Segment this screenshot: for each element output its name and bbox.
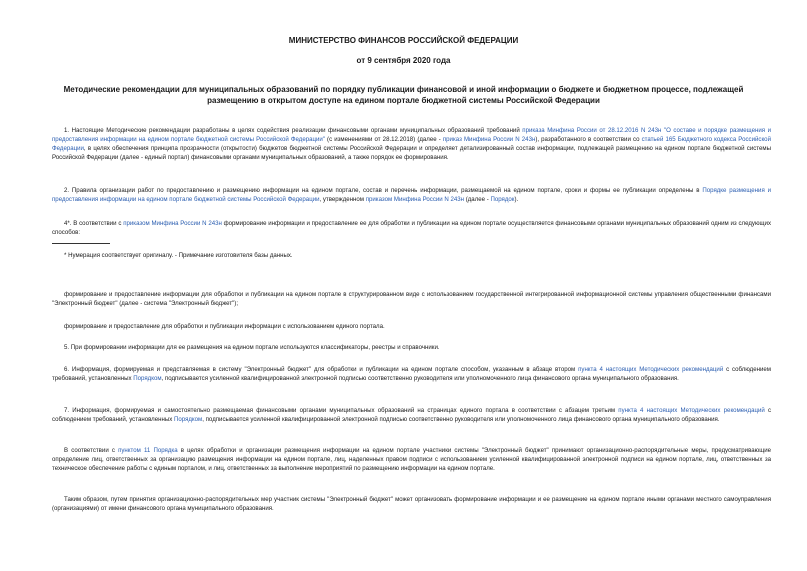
paragraph-4: 4*. В соответствии с приказом Минфина России N 243н формирование информации и предоставление ее для обработки и публикации на едином портале осуществляется финансовыми органами муниципальных образований одним из следующих способов: [52,220,771,236]
paragraph-5: 5. При формировании информации для ее размещения на едином портале используются классификаторы, реестры и справочники. [64,344,440,351]
link-procedure-2[interactable]: Порядком [133,375,162,382]
footnote-divider [52,243,110,244]
paragraph-2: 2. Правила организации работ по предоставлению и размещению информации на едином портале, состав и перечень информации, размещаемой на едином портале, сроки и формы ее публикации определены в Порядке размещения и предоставления информации на едином портале бюджетной системы Российской Федерации, утвержденном приказом Минфина России N 243н (далее - Порядок). [52,187,771,203]
paragraph-6: 6. Информация, формируемая и представляемая в систему "Электронный бюджет" для обработки и публикации на едином портале способом, указанным в абзаце втором пункта 4 настоящих Методических рекомендаций с соблюдением требований, установленных Порядком, подписывается усиленной квалифицированной электронной подписью соответственно руководителя или уполномоченного лица финансового органа муниципального образования. [52,366,771,382]
link-budget-code-165[interactable]: статьей 165 Бюджетного кодекса Российской Федерации [52,136,771,152]
document-title: Методические рекомендации для муниципальных образований по порядку публикации финансовой и иной информации о бюджете и бюджетном процессе, подлежащей размещению в открытом доступе на едином портале бюджетной системы Российской Федерации [63,85,744,105]
link-procedure[interactable]: Порядок [490,196,515,203]
ministry-heading: МИНИСТЕРСТВО ФИНАНСОВ РОССИЙСКОЙ ФЕДЕРАЦИИ [288,36,519,45]
method-1: формирование и предоставление информации для обработки и публикации на едином портале в структурированном виде с использованием государственной интегрированной информационной системы управления общественными финансами "Электронный бюджет" (далее - система "Электронный бюджет"); [52,291,771,307]
footnote: * Нумерация соответствует оригиналу. - Примечание изготовителя базы данных. [64,252,293,259]
paragraph-7: 7. Информация, формируемая и самостоятельно размещаемая финансовыми органами муниципальных образований на страницах единого портала в соответствии с абзацем третьим пункта 4 настоящих Методических рекомендаций с соблюдением требований, установленных Порядком, подписывается усиленной квалифицированной электронной подписью соответственно руководителя или уполномоченного лица финансового органа муниципального образования. [52,407,772,423]
link-order-243n-3[interactable]: приказом Минфина России N 243н [123,220,222,227]
link-item-4-recommendations[interactable]: пункта 4 настоящих Методических рекомендаций [578,366,724,373]
link-order-243n[interactable]: приказ Минфина России N 243н [442,136,536,143]
link-item-11-procedure[interactable]: пунктом 11 Порядка [118,447,178,454]
link-order-243n-full[interactable]: приказа Минфина России от 28.12.2016 N 243н "О составе и порядке размещения и предоставления информации на едином портале бюджетной системы Российской Федерации" [52,127,771,143]
link-item-4-recommendations-2[interactable]: пункта 4 настоящих Методических рекомендаций [618,407,765,414]
paragraph-1: 1. Настоящие Методические рекомендации разработаны в целях содействия реализации финансовыми органами муниципальных образований требований приказа Минфина России от 28.12.2016 N 243н "О составе и порядке размещения и предоставления информации на едином портале бюджетной системы Российской Федерации" (с изменениями от 28.12.2018) (далее - приказ Минфина России N 243н), разработанного в соответствии со статьей 165 Бюджетного кодекса Российской Федерации, в целях обеспечения принципа прозрачности (открытости) бюджетов бюджетной системы Российской Федерации и определяет детализированный состав информации, подлежащей размещению на едином портале бюджетной системы Российской Федерации (далее - единый портал) финансовыми органами муниципальных образований, а также порядок ее формирования. [52,127,771,161]
link-order-243n-2[interactable]: приказом Минфина России N 243н [365,196,465,203]
document-date: от 9 сентября 2020 года [356,56,451,65]
paragraph-9: Таким образом, путем принятия организационно-распорядительных мер участник системы "Электронный бюджет" может организовать формирование информации и ее размещение на едином портале иными органами местного самоуправления (организациями) от имени финансового органа муниципального образования. [52,496,771,512]
paragraph-8: В соответствии с пунктом 11 Порядка в целях обработки и организации размещения информации на едином портале участники системы "Электронный бюджет" принимают организационно-распорядительные меры, предусматривающие определение лиц, ответственных за организацию размещения информации на едином портале, лиц, наделенных правом подписи с использованием усиленной квалифицированной электронной подписи на едином портале, лиц, ответственных за техническое обеспечение работы с единым порталом, и лиц, ответственных за выполнение мероприятий по размещению информации на едином портале. [52,447,772,472]
link-procedure-3[interactable]: Порядком [173,416,203,423]
link-procedure-full[interactable]: Порядке размещения и предоставления информации на едином портале бюджетной системы Российской Федерации [52,187,771,203]
method-2: формирование и предоставление для обработки и публикации информации с использованием единого портала. [64,323,385,330]
